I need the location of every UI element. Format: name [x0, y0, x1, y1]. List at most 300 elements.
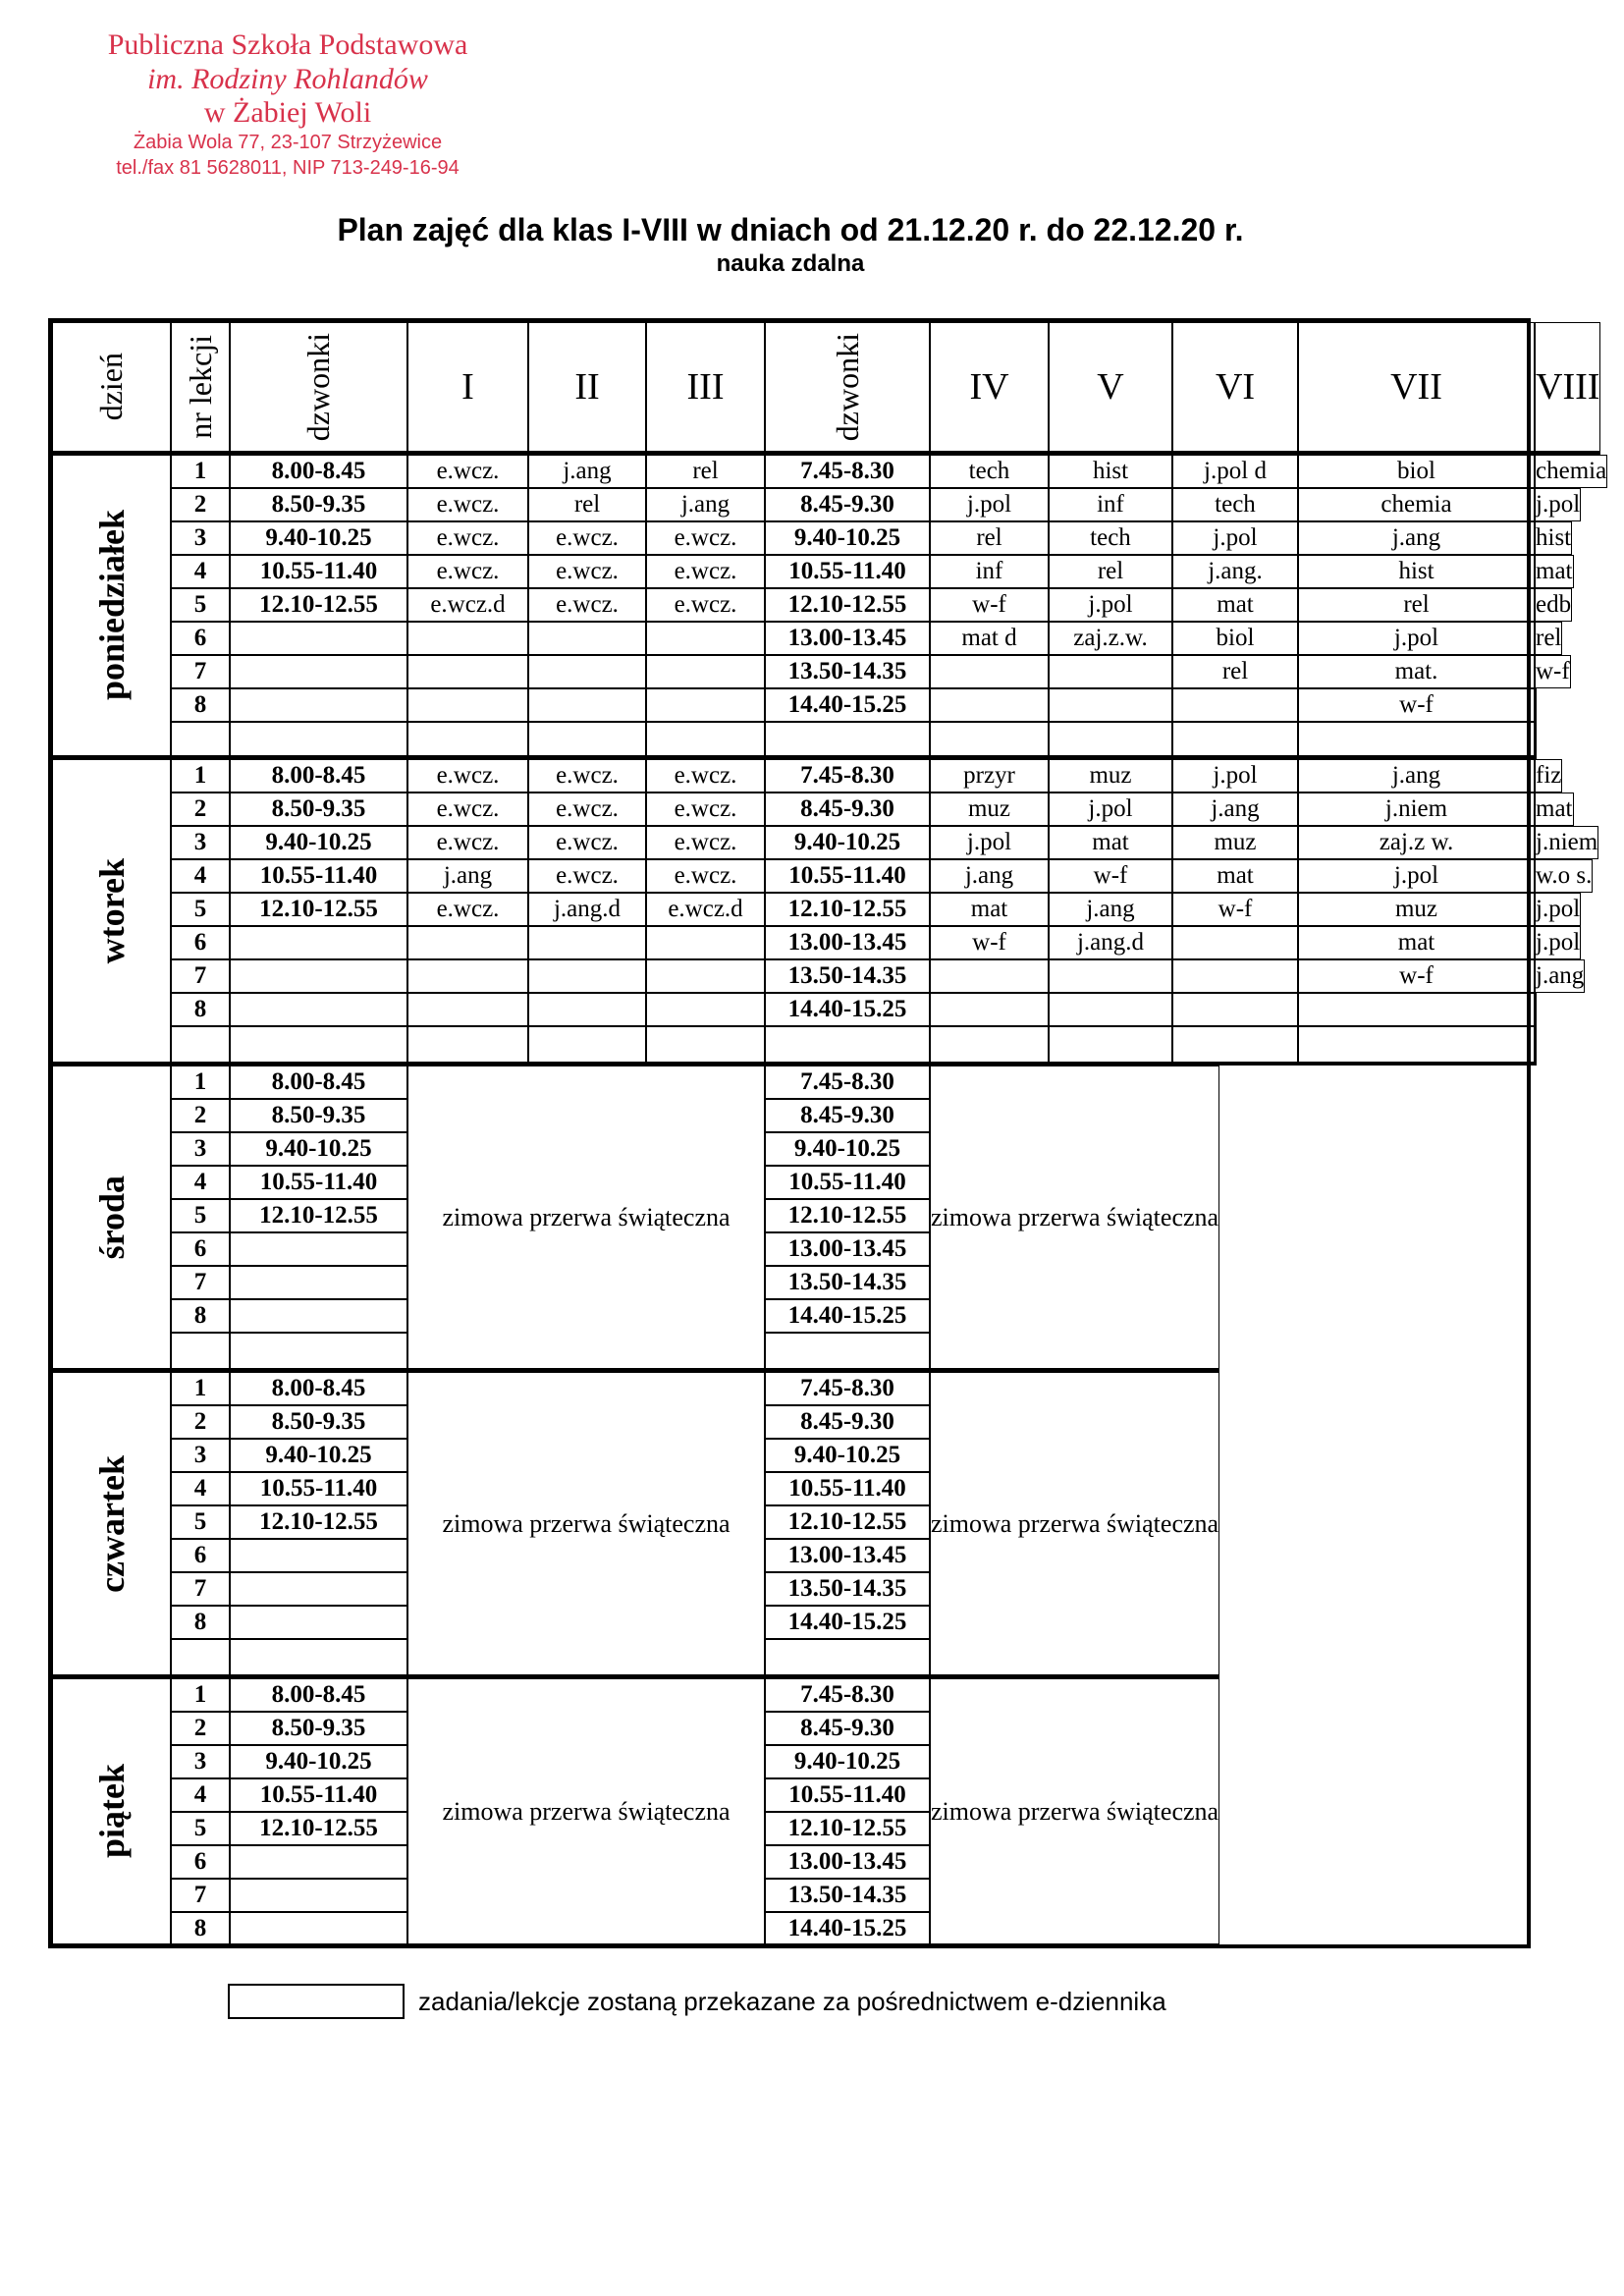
bell-time-2: 13.50-14.35: [765, 959, 930, 993]
subject-cell: e.wcz.: [646, 521, 765, 555]
subject-cell: [930, 993, 1049, 1026]
day-name: piątek: [91, 1764, 132, 1859]
lesson-number: 8: [171, 993, 230, 1026]
header-class-2: II: [528, 322, 646, 455]
lesson-number: 8: [171, 1912, 230, 1944]
subject-cell: [1172, 959, 1298, 993]
day-cell: [52, 1678, 171, 1944]
lesson-number: 5: [171, 893, 230, 926]
bell-time-1: 8.50-9.35: [230, 793, 407, 826]
subject-cell: w-f: [1298, 959, 1535, 993]
subject-cell: rel: [1049, 555, 1172, 588]
bell-time-1: 10.55-11.40: [230, 1166, 407, 1199]
bell-time-2: 13.00-13.45: [765, 1845, 930, 1879]
day-name: poniedziałek: [91, 510, 132, 701]
subject-cell: [930, 959, 1049, 993]
bell-time-2: 9.40-10.25: [765, 1745, 930, 1778]
bell-time-2: 10.55-11.40: [765, 555, 930, 588]
subject-cell: chemia: [1298, 488, 1535, 521]
bell-time-1: 8.00-8.45: [230, 759, 407, 793]
bell-time-1: [230, 993, 407, 1026]
subject-cell: [1172, 926, 1298, 959]
bell-time-1: [230, 1912, 407, 1944]
bell-time-1: 12.10-12.55: [230, 1199, 407, 1232]
stamp-line-1: Publiczna Szkoła Podstawowa: [107, 28, 468, 61]
subject-cell: e.wcz.d: [646, 893, 765, 926]
day-cell: [52, 759, 171, 1066]
bell-time-1: 10.55-11.40: [230, 1472, 407, 1505]
subject-cell: j.ang: [1535, 959, 1585, 993]
subject-cell: [528, 926, 646, 959]
bell-time-2: 13.00-13.45: [765, 1232, 930, 1266]
subject-cell: [1172, 688, 1298, 722]
bell-time-2: 13.00-13.45: [765, 622, 930, 655]
subject-cell: muz: [1049, 759, 1172, 793]
bell-time-2: 12.10-12.55: [765, 893, 930, 926]
bell-time-1: 9.40-10.25: [230, 1745, 407, 1778]
school-stamp: [57, 27, 518, 181]
lesson-number: 1: [171, 1066, 230, 1099]
subject-cell: j.ang: [930, 859, 1049, 893]
empty-cell: [1172, 1026, 1298, 1066]
subject-cell: e.wcz.: [407, 455, 528, 488]
empty-cell: [407, 722, 528, 759]
day-name: środa: [91, 1175, 132, 1260]
bell-time-2: 10.55-11.40: [765, 859, 930, 893]
subject-cell: e.wcz.: [528, 759, 646, 793]
stamp-line-2: im. Rodziny Rohlandów: [147, 63, 428, 95]
day-name: czwartek: [91, 1454, 132, 1593]
subject-cell: e.wcz.: [407, 759, 528, 793]
lesson-number: 8: [171, 1299, 230, 1333]
subject-cell: e.wcz.: [528, 555, 646, 588]
bell-time-1: 12.10-12.55: [230, 893, 407, 926]
subject-cell: e.wcz.: [407, 555, 528, 588]
subject-cell: mat: [1172, 588, 1298, 622]
subject-cell: biol: [1298, 455, 1535, 488]
lesson-number: 3: [171, 521, 230, 555]
subject-cell: e.wcz.: [646, 759, 765, 793]
lesson-number: 8: [171, 1606, 230, 1639]
empty-cell: [230, 722, 407, 759]
lesson-number: 6: [171, 1539, 230, 1572]
lesson-number: 8: [171, 688, 230, 722]
empty-cell: [1535, 1026, 1537, 1066]
subject-cell: j.pol: [1172, 759, 1298, 793]
empty-cell: [1049, 722, 1172, 759]
subject-cell: tech: [930, 455, 1049, 488]
header-bells-1-label: dzwonki: [300, 332, 336, 442]
empty-cell: [765, 1333, 930, 1372]
bell-time-1: 9.40-10.25: [230, 1439, 407, 1472]
empty-cell: [1298, 1026, 1535, 1066]
bell-time-2: 14.40-15.25: [765, 1299, 930, 1333]
subject-cell: e.wcz.: [528, 588, 646, 622]
subject-cell: biol: [1172, 622, 1298, 655]
day-cell: [52, 1372, 171, 1678]
subject-cell: w-f: [1535, 655, 1571, 688]
lesson-number: 5: [171, 1505, 230, 1539]
subject-cell: [528, 993, 646, 1026]
empty-cell: [230, 1639, 407, 1678]
subject-cell: rel: [930, 521, 1049, 555]
subject-cell: j.ang: [528, 455, 646, 488]
empty-cell: [765, 722, 930, 759]
subject-cell: w-f: [930, 588, 1049, 622]
subject-cell: [1049, 993, 1172, 1026]
subject-cell: hist: [1049, 455, 1172, 488]
subject-cell: j.ang: [646, 488, 765, 521]
bell-time-2: 14.40-15.25: [765, 688, 930, 722]
empty-cell: [1535, 722, 1537, 759]
header-bells-2-label: dzwonki: [829, 332, 865, 442]
subject-cell: [528, 622, 646, 655]
subject-cell: mat: [1172, 859, 1298, 893]
bell-time-1: 8.50-9.35: [230, 1405, 407, 1439]
bell-time-2: 10.55-11.40: [765, 1472, 930, 1505]
bell-time-1: [230, 655, 407, 688]
lesson-number: 2: [171, 1712, 230, 1745]
lesson-number: 4: [171, 555, 230, 588]
subject-cell: j.ang: [407, 859, 528, 893]
holiday-break-grades-1-3: zimowa przerwa świąteczna: [407, 1678, 765, 1944]
holiday-break-grades-1-3: zimowa przerwa świąteczna: [407, 1372, 765, 1678]
subject-cell: [407, 688, 528, 722]
bell-time-1: 8.00-8.45: [230, 1066, 407, 1099]
subject-cell: j.pol: [1298, 859, 1535, 893]
empty-cell: [171, 1026, 230, 1066]
lesson-number: 7: [171, 1266, 230, 1299]
subject-cell: rel: [646, 455, 765, 488]
subject-cell: j.pol d: [1172, 455, 1298, 488]
header-day: [52, 322, 171, 455]
subject-cell: e.wcz.: [646, 555, 765, 588]
subject-cell: [528, 959, 646, 993]
lesson-number: 6: [171, 1845, 230, 1879]
bell-time-2: 9.40-10.25: [765, 826, 930, 859]
subject-cell: j.niem: [1298, 793, 1535, 826]
holiday-break-grades-1-3: zimowa przerwa świąteczna: [407, 1066, 765, 1372]
lesson-number: 4: [171, 1166, 230, 1199]
header-class-4: IV: [930, 322, 1049, 455]
subject-cell: tech: [1172, 488, 1298, 521]
day-cell: [52, 1066, 171, 1372]
lesson-number: 1: [171, 1678, 230, 1712]
timetable: [48, 318, 1607, 1948]
subject-cell: j.pol: [1049, 588, 1172, 622]
lesson-number: 5: [171, 1199, 230, 1232]
subject-cell: w-f: [1049, 859, 1172, 893]
subject-cell: e.wcz.: [646, 793, 765, 826]
subject-cell: j.pol: [1535, 893, 1581, 926]
subject-cell: [1049, 655, 1172, 688]
bell-time-1: 8.00-8.45: [230, 455, 407, 488]
lesson-number: 6: [171, 926, 230, 959]
holiday-break-grades-4-8: zimowa przerwa świąteczna: [930, 1372, 1219, 1678]
subject-cell: j.pol: [1172, 521, 1298, 555]
bell-time-2: 13.50-14.35: [765, 1879, 930, 1912]
empty-cell: [1298, 722, 1535, 759]
bell-time-1: 9.40-10.25: [230, 826, 407, 859]
bell-time-2: 10.55-11.40: [765, 1778, 930, 1812]
lesson-number: 2: [171, 1405, 230, 1439]
subject-cell: [407, 926, 528, 959]
lesson-number: 6: [171, 622, 230, 655]
bell-time-1: 12.10-12.55: [230, 1505, 407, 1539]
header-bells-2: [765, 322, 930, 455]
subject-cell: j.pol: [1535, 926, 1581, 959]
empty-cell: [230, 1026, 407, 1066]
subject-cell: [407, 993, 528, 1026]
bell-time-1: [230, 1266, 407, 1299]
lesson-number: 5: [171, 588, 230, 622]
bell-time-2: 14.40-15.25: [765, 1606, 930, 1639]
bell-time-2: 10.55-11.40: [765, 1166, 930, 1199]
bell-time-2: 13.50-14.35: [765, 1266, 930, 1299]
bell-time-1: [230, 688, 407, 722]
legend-swatch: [228, 1984, 405, 2019]
day-name: wtorek: [91, 857, 132, 964]
lesson-number: 5: [171, 1812, 230, 1845]
subject-cell: muz: [1172, 826, 1298, 859]
bell-time-2: 7.45-8.30: [765, 1678, 930, 1712]
subject-cell: hist: [1535, 521, 1572, 555]
lesson-number: 3: [171, 1745, 230, 1778]
empty-cell: [230, 1333, 407, 1372]
subject-cell: j.pol: [1049, 793, 1172, 826]
subject-cell: [646, 688, 765, 722]
subject-cell: e.wcz.: [407, 521, 528, 555]
bell-time-2: 9.40-10.25: [765, 521, 930, 555]
subject-cell: e.wcz.: [407, 893, 528, 926]
bell-time-1: 10.55-11.40: [230, 1778, 407, 1812]
stamp-line-5: tel./fax 81 5628011, NIP 713-249-16-94: [116, 157, 460, 179]
bell-time-2: 13.00-13.45: [765, 926, 930, 959]
subject-cell: zaj.z w.: [1298, 826, 1535, 859]
header-class-1: I: [407, 322, 528, 455]
subject-cell: w-f: [1172, 893, 1298, 926]
subject-cell: mat: [930, 893, 1049, 926]
bell-time-1: 8.00-8.45: [230, 1678, 407, 1712]
lesson-number: 4: [171, 1472, 230, 1505]
subject-cell: [646, 959, 765, 993]
bell-time-2: 12.10-12.55: [765, 588, 930, 622]
empty-cell: [930, 722, 1049, 759]
subject-cell: przyr: [930, 759, 1049, 793]
subject-cell: [1049, 959, 1172, 993]
bell-time-2: 14.40-15.25: [765, 1912, 930, 1944]
subject-cell: rel: [1535, 622, 1562, 655]
bell-time-1: [230, 926, 407, 959]
subject-cell: [646, 622, 765, 655]
subject-cell: w-f: [930, 926, 1049, 959]
bell-time-1: 12.10-12.55: [230, 1812, 407, 1845]
subject-cell: e.wcz.d: [407, 588, 528, 622]
empty-cell: [407, 1026, 528, 1066]
subject-cell: j.pol: [930, 826, 1049, 859]
subject-cell: inf: [1049, 488, 1172, 521]
bell-time-2: 7.45-8.30: [765, 455, 930, 488]
subject-cell: [646, 926, 765, 959]
empty-cell: [646, 722, 765, 759]
bell-time-1: 8.50-9.35: [230, 1712, 407, 1745]
lesson-number: 2: [171, 793, 230, 826]
day-cell: [52, 455, 171, 759]
subject-cell: [1535, 993, 1537, 1026]
page-title: Plan zajęć dla klas I-VIII w dniach od 21.12.20 r. do 22.12.20 r.: [337, 212, 1244, 247]
subject-cell: j.ang: [1298, 759, 1535, 793]
subject-cell: j.pol: [1535, 488, 1581, 521]
subject-cell: [646, 655, 765, 688]
bell-time-2: 13.00-13.45: [765, 1539, 930, 1572]
subject-cell: j.pol: [1298, 622, 1535, 655]
header-class-7: VII: [1298, 322, 1535, 455]
header-class-5: V: [1049, 322, 1172, 455]
subject-cell: j.ang: [1049, 893, 1172, 926]
subject-cell: [528, 688, 646, 722]
lesson-number: 4: [171, 859, 230, 893]
empty-cell: [171, 722, 230, 759]
subject-cell: e.wcz.: [407, 488, 528, 521]
bell-time-1: [230, 622, 407, 655]
subject-cell: edb: [1535, 588, 1572, 622]
empty-cell: [528, 1026, 646, 1066]
subject-cell: [1049, 688, 1172, 722]
subject-cell: [528, 655, 646, 688]
bell-time-2: 9.40-10.25: [765, 1439, 930, 1472]
subject-cell: muz: [930, 793, 1049, 826]
header-class-3: III: [646, 322, 765, 455]
bell-time-1: 9.40-10.25: [230, 521, 407, 555]
bell-time-1: 12.10-12.55: [230, 588, 407, 622]
empty-cell: [765, 1639, 930, 1678]
bell-time-1: [230, 1539, 407, 1572]
empty-cell: [171, 1639, 230, 1678]
subject-cell: [1172, 993, 1298, 1026]
subject-cell: mat.: [1298, 655, 1535, 688]
page-subtitle: nauka zdalna: [716, 250, 865, 277]
empty-cell: [646, 1026, 765, 1066]
subject-cell: j.ang.: [1172, 555, 1298, 588]
lesson-number: 7: [171, 1879, 230, 1912]
subject-cell: w-f: [1298, 688, 1535, 722]
bell-time-2: 13.50-14.35: [765, 655, 930, 688]
subject-cell: [407, 959, 528, 993]
bell-time-1: 10.55-11.40: [230, 859, 407, 893]
bell-time-2: 8.45-9.30: [765, 1099, 930, 1132]
subject-cell: j.ang.d: [528, 893, 646, 926]
subject-cell: e.wcz.: [646, 588, 765, 622]
lesson-number: 7: [171, 655, 230, 688]
subject-cell: mat d: [930, 622, 1049, 655]
bell-time-2: 8.45-9.30: [765, 1712, 930, 1745]
empty-cell: [171, 1333, 230, 1372]
subject-cell: e.wcz.: [646, 859, 765, 893]
lesson-number: 3: [171, 1439, 230, 1472]
subject-cell: zaj.z.w.: [1049, 622, 1172, 655]
bell-time-1: [230, 1879, 407, 1912]
bell-time-1: 8.00-8.45: [230, 1372, 407, 1405]
subject-cell: [407, 622, 528, 655]
subject-cell: j.ang: [1172, 793, 1298, 826]
bell-time-2: 13.50-14.35: [765, 1572, 930, 1606]
bell-time-2: 8.45-9.30: [765, 793, 930, 826]
bell-time-2: 9.40-10.25: [765, 1132, 930, 1166]
subject-cell: e.wcz.: [407, 826, 528, 859]
bell-time-1: [230, 1606, 407, 1639]
bell-time-1: 8.50-9.35: [230, 1099, 407, 1132]
lesson-number: 2: [171, 1099, 230, 1132]
lesson-number: 4: [171, 1778, 230, 1812]
subject-cell: [1298, 993, 1535, 1026]
bell-time-1: 10.55-11.40: [230, 555, 407, 588]
subject-cell: [646, 993, 765, 1026]
empty-cell: [1172, 722, 1298, 759]
subject-cell: mat: [1535, 555, 1574, 588]
bell-time-2: 12.10-12.55: [765, 1199, 930, 1232]
bell-time-1: [230, 1232, 407, 1266]
holiday-break-grades-4-8: zimowa przerwa świąteczna: [930, 1066, 1219, 1372]
bell-time-2: 12.10-12.55: [765, 1812, 930, 1845]
subject-cell: j.ang.d: [1049, 926, 1172, 959]
subject-cell: muz: [1298, 893, 1535, 926]
lesson-number: 7: [171, 959, 230, 993]
lesson-number: 1: [171, 455, 230, 488]
stamp-line-3: w Żabiej Woli: [203, 96, 372, 129]
subject-cell: inf: [930, 555, 1049, 588]
header-class-8: VIII: [1535, 322, 1600, 455]
subject-cell: chemia: [1535, 455, 1607, 488]
subject-cell: e.wcz.: [528, 521, 646, 555]
lesson-number: 6: [171, 1232, 230, 1266]
lesson-number: 7: [171, 1572, 230, 1606]
empty-cell: [930, 1026, 1049, 1066]
bell-time-2: 8.45-9.30: [765, 488, 930, 521]
stamp-line-4: Żabia Wola 77, 23-107 Strzyżewice: [133, 132, 443, 153]
subject-cell: [1535, 688, 1537, 722]
lesson-number: 3: [171, 826, 230, 859]
subject-cell: tech: [1049, 521, 1172, 555]
lesson-number: 1: [171, 1372, 230, 1405]
subject-cell: mat: [1298, 926, 1535, 959]
bell-time-1: [230, 959, 407, 993]
subject-cell: j.ang: [1298, 521, 1535, 555]
bell-time-2: 12.10-12.55: [765, 1505, 930, 1539]
bell-time-1: [230, 1299, 407, 1333]
subject-cell: rel: [1172, 655, 1298, 688]
empty-cell: [765, 1026, 930, 1066]
subject-cell: mat: [1049, 826, 1172, 859]
subject-cell: e.wcz.: [528, 826, 646, 859]
bell-time-2: 8.45-9.30: [765, 1405, 930, 1439]
subject-cell: j.pol: [930, 488, 1049, 521]
lesson-number: 3: [171, 1132, 230, 1166]
subject-cell: fiz: [1535, 759, 1562, 793]
bell-time-2: 7.45-8.30: [765, 1372, 930, 1405]
empty-cell: [528, 722, 646, 759]
bell-time-2: 14.40-15.25: [765, 993, 930, 1026]
subject-cell: [407, 655, 528, 688]
subject-cell: e.wcz.: [528, 859, 646, 893]
bell-time-1: 9.40-10.25: [230, 1132, 407, 1166]
header-class-6: VI: [1172, 322, 1298, 455]
subject-cell: e.wcz.: [407, 793, 528, 826]
empty-cell: [1049, 1026, 1172, 1066]
subject-cell: e.wcz.: [646, 826, 765, 859]
header-lesson-no: [171, 322, 230, 455]
bell-time-1: 8.50-9.35: [230, 488, 407, 521]
header-bells-1: [230, 322, 407, 455]
